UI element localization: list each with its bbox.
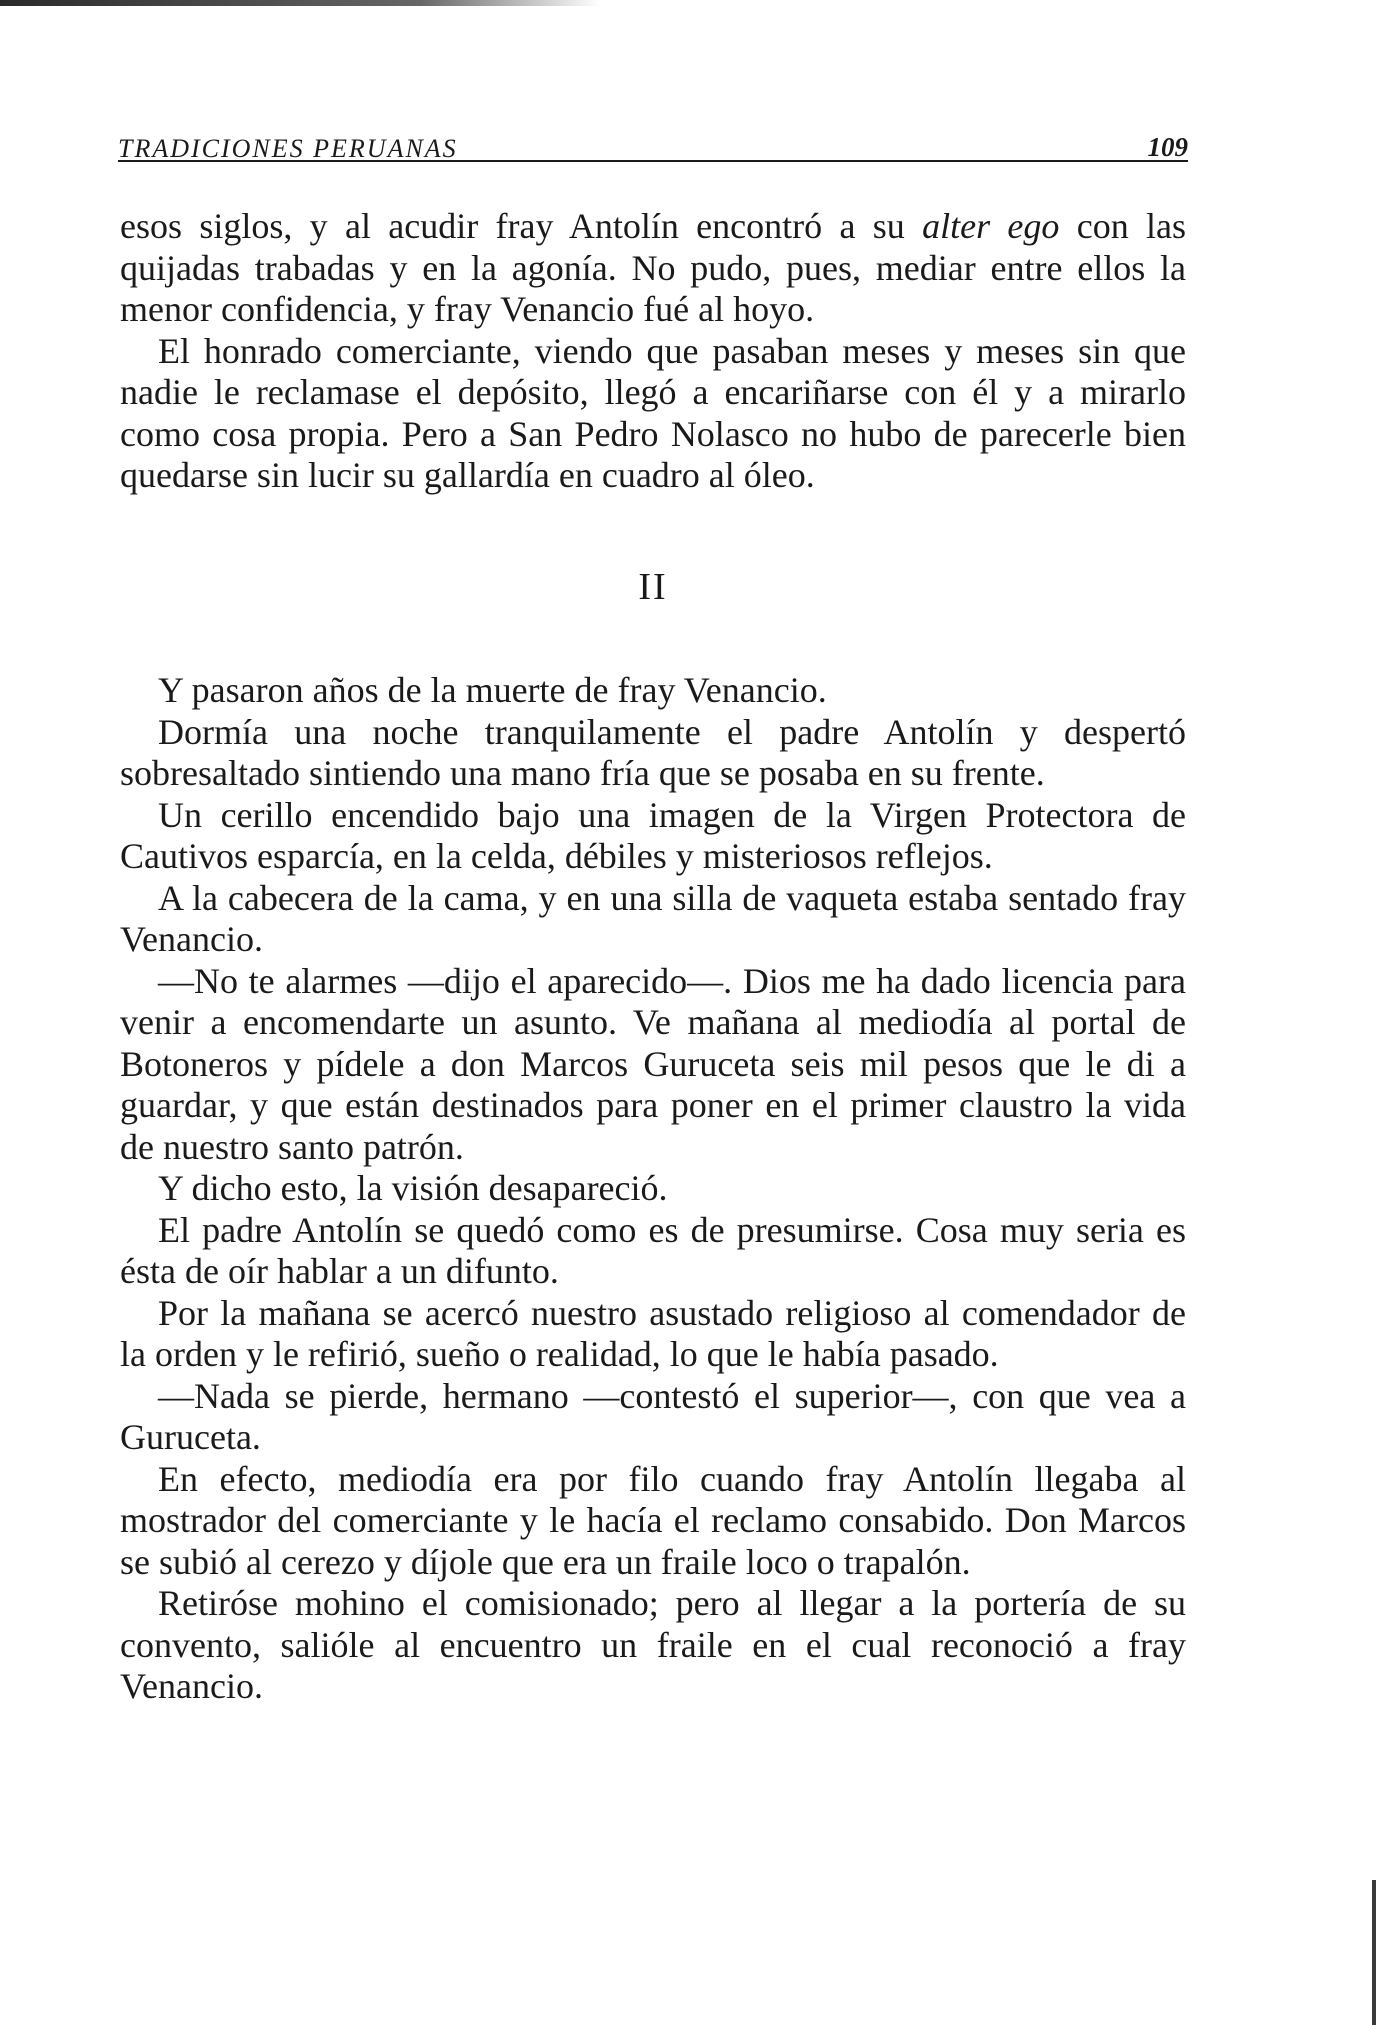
paragraph: Por la mañana se acercó nuestro asustado religioso al comendador de la orden y le refirió, sueño o realidad, lo que le había pasado. xyxy=(120,1292,1186,1374)
italic-phrase: alter ego xyxy=(922,206,1060,246)
paragraph: El padre Antolín se quedó como es de presumirse. Cosa muy seria es ésta de oír hablar a un difunto. xyxy=(120,1209,1186,1291)
paragraph: En efecto, mediodía era por filo cuando fray Antolín llegaba al mostrador del comerciante y le hacía el reclamo consabido. Don Marcos se subió al cerezo y díjole que era un fraile loco o trapalón. xyxy=(120,1458,1186,1582)
paragraph: Retiróse mohino el comisionado; pero al llegar a la portería de su convento, salióle al encuentro un fraile en el cual reconoció a fray Venancio. xyxy=(120,1583,1186,1706)
paragraph-1-text-b: con las quijadas trabadas y en la agonía. No pudo, pues, mediar entre ellos la menor confidencia, y fray Venancio fué al hoyo. xyxy=(120,206,1187,329)
paragraph: Dormía una noche tranquilamente el padre Antolín y despertó sobresaltado sintiendo una mano fría que se posaba en su frente. xyxy=(120,711,1186,793)
paragraph: A la cabecera de la cama, y en una silla de vaqueta estaba sentado fray Venancio. xyxy=(120,877,1186,959)
paragraph: Y dicho esto, la visión desapareció. xyxy=(158,1168,668,1208)
paragraph: —No te alarmes —dijo el aparecido—. Dios me ha dado licencia para venir a encomendarte un asunto. Ve mañana al mediodía al portal de Botoneros y pídele a don Marcos Guruceta seis mil pesos que le di a guardar, y que están destinados para poner en el primer claustro la vida de nuestro santo patrón. xyxy=(120,960,1186,1167)
scan-edge-top xyxy=(0,0,600,6)
page-number: 109 xyxy=(1147,132,1188,162)
paragraph: Y pasaron años de la muerte de fray Venancio. xyxy=(158,670,827,710)
paragraph-1 xyxy=(120,206,1186,331)
running-title: TRADICIONES PERUANAS xyxy=(118,134,458,163)
paragraph-2: El honrado comerciante, viendo que pasaban meses y meses sin que nadie le reclamase el depósito, llegó a encariñarse con él y a mirarlo como cosa propia. Pero a San Pedro Nolasco no hubo de parecerle bien quedarse sin lucir su gallardía en cuadro al óleo. xyxy=(120,330,1186,495)
section-heading: II xyxy=(638,565,668,608)
paragraph: —Nada se pierde, hermano —contestó el superior—, con que vea a Guruceta. xyxy=(120,1375,1186,1457)
paragraph-1-text-a: esos siglos, y al acudir fray Antolín encontró a su xyxy=(120,206,923,246)
scan-edge-right xyxy=(1372,1880,1376,2025)
page-header xyxy=(118,124,1188,164)
paragraph: Un cerillo encendido bajo una imagen de la Virgen Protectora de Cautivos esparcía, en la celda, débiles y misteriosos reflejos. xyxy=(120,794,1186,876)
page-body xyxy=(120,206,1186,1708)
header-rule xyxy=(118,160,1188,162)
